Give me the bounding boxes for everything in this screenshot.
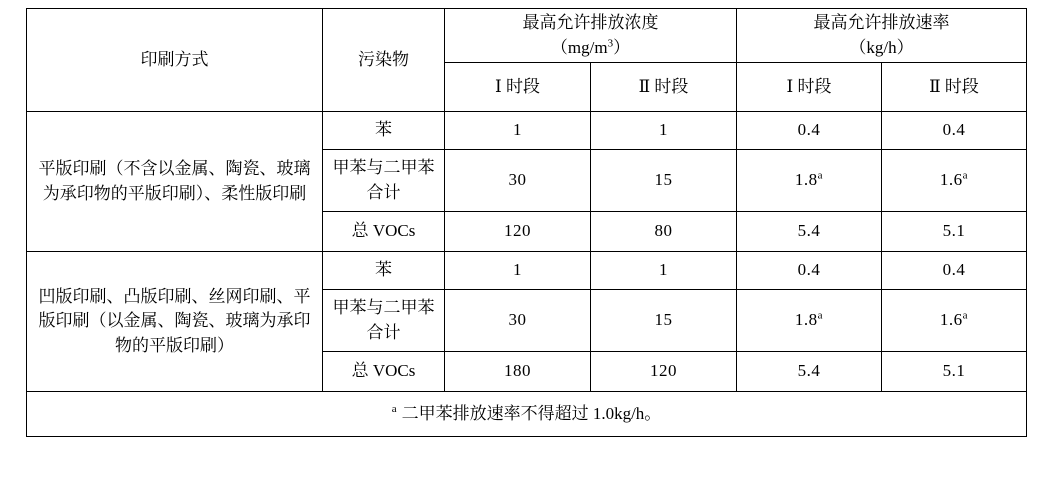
value-conc-period2: 15 [591, 290, 737, 352]
value-conc-period1: 180 [445, 352, 591, 392]
header-concentration-unit [449, 36, 732, 61]
value-rate-period1 [737, 150, 882, 212]
header-period-1-concentration: Ⅰ 时段 [445, 63, 591, 112]
method-group-2: 凹版印刷、凸版印刷、丝网印刷、平版印刷（以金属、陶瓷、玻璃为承印物的平版印刷） [27, 252, 323, 392]
value-rate-period2-number: 1.6 [939, 310, 963, 330]
value-rate-period1: 0.4 [737, 112, 882, 150]
table-header-row-top [27, 9, 1027, 63]
footnote-marker: a [962, 309, 969, 322]
footnote-marker: a [962, 169, 969, 182]
header-method: 印刷方式 [27, 9, 323, 112]
value-rate-period1: 5.4 [737, 212, 882, 252]
header-pollutant: 污染物 [323, 9, 445, 112]
table-row [27, 252, 1027, 290]
footnote-marker: a [817, 309, 824, 322]
value-rate-period2: 0.4 [882, 252, 1027, 290]
header-rate-line2: （kg/h） [849, 37, 914, 57]
pollutant-name: 甲苯与二甲苯合计 [323, 150, 445, 212]
value-rate-period2: 5.1 [882, 352, 1027, 392]
footnote-marker: a [391, 403, 397, 416]
header-period-2-rate: Ⅱ 时段 [882, 63, 1027, 112]
header-rate [737, 9, 1027, 63]
header-conc-unit-sup: 3 [607, 36, 614, 49]
pollutant-name: 苯 [323, 112, 445, 150]
pollutant-name: 总 VOCs [323, 352, 445, 392]
value-conc-period2: 1 [591, 112, 737, 150]
pollutant-name: 甲苯与二甲苯合计 [323, 290, 445, 352]
value-rate-period1-number: 1.8 [794, 310, 818, 330]
value-rate-period2 [882, 150, 1027, 212]
header-period-1-rate: Ⅰ 时段 [737, 63, 882, 112]
pollutant-name: 苯 [323, 252, 445, 290]
value-rate-period1: 5.4 [737, 352, 882, 392]
value-conc-period1: 120 [445, 212, 591, 252]
value-conc-period2: 1 [591, 252, 737, 290]
value-conc-period2: 15 [591, 150, 737, 212]
value-conc-period1: 30 [445, 150, 591, 212]
value-conc-period1: 1 [445, 112, 591, 150]
footnote-marker: a [817, 169, 824, 182]
emission-limits-table [26, 8, 1027, 437]
table-footnote-row [27, 392, 1027, 437]
footnote-text: 二甲苯排放速率不得超过 1.0kg/h。 [401, 403, 662, 423]
method-group-1: 平版印刷（不含以金属、陶瓷、玻璃为承印物的平版印刷）、柔性版印刷 [27, 112, 323, 252]
header-concentration [445, 9, 737, 63]
header-rate-line1: 最高允许排放速率 [813, 13, 950, 32]
value-conc-period2: 120 [591, 352, 737, 392]
value-rate-period2 [882, 290, 1027, 352]
value-rate-period1-number: 1.8 [794, 170, 818, 190]
value-rate-period1 [737, 290, 882, 352]
value-rate-period2-number: 1.6 [939, 170, 963, 190]
value-conc-period1: 30 [445, 290, 591, 352]
value-rate-period2: 5.1 [882, 212, 1027, 252]
header-conc-unit-tail: ） [613, 37, 631, 57]
table-footnote [27, 392, 1027, 437]
table-row [27, 112, 1027, 150]
header-conc-unit-base: （mg/m [550, 37, 608, 57]
value-conc-period1: 1 [445, 252, 591, 290]
value-rate-period2: 0.4 [882, 112, 1027, 150]
header-concentration-line1: 最高允许排放浓度 [522, 13, 659, 32]
header-period-2-concentration: Ⅱ 时段 [591, 63, 737, 112]
pollutant-name: 总 VOCs [323, 212, 445, 252]
value-conc-period2: 80 [591, 212, 737, 252]
value-rate-period1: 0.4 [737, 252, 882, 290]
